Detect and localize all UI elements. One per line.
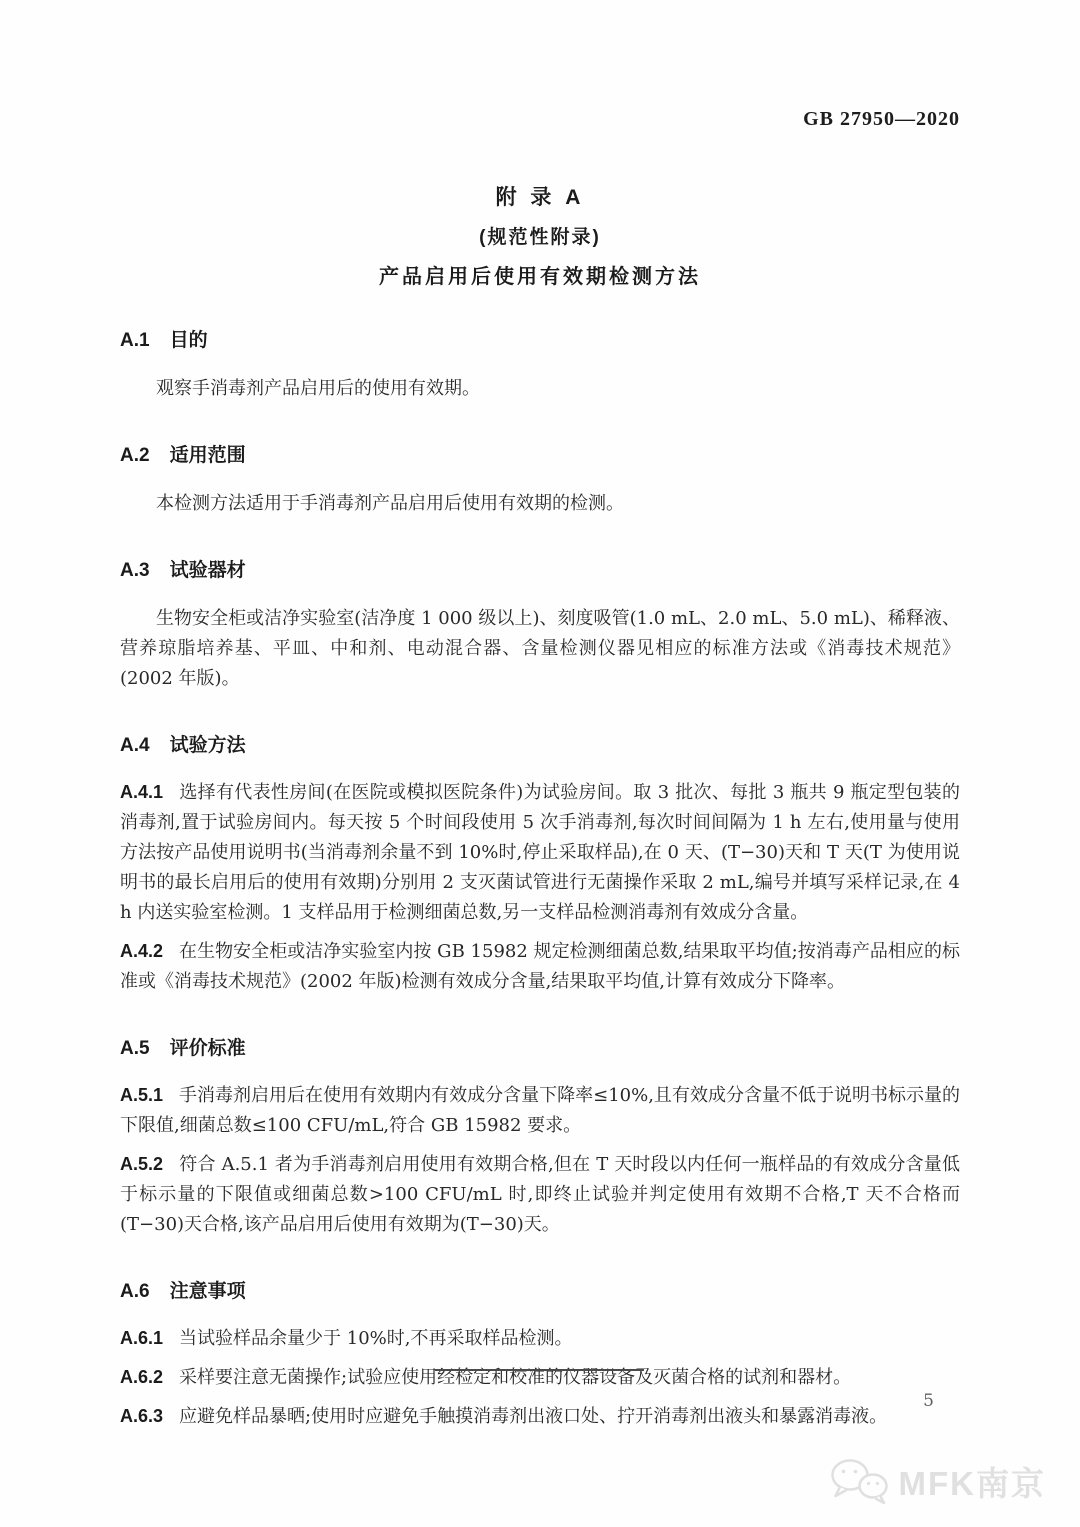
clause-text: 在生物安全柜或洁净实验室内按 GB 15982 规定检测细菌总数,结果取平均值;按消毒产品相应的标准或《消毒技术规范》(2002 年版)检测有效成分含量,结果取平均值,计算有效成分下降率。 [120,941,960,992]
standard-number: GB 27950—2020 [803,108,960,130]
numbered-clause [120,1080,960,1141]
section-heading [120,555,960,582]
section-a6 [120,1276,960,1432]
wechat-bubbles-icon [829,1457,891,1505]
appendix-title: 附 录 A [495,186,585,209]
clause-number: A.6.3 [120,1406,164,1426]
clause-number: A.5.1 [120,1085,164,1105]
clause-text: 当试验样品余量少于 10%时,不再采取样品检测。 [179,1328,573,1349]
clause-number: A.5.2 [120,1154,164,1174]
section-heading [120,325,960,352]
clause-text: 符合 A.5.1 者为手消毒剂启用使用有效期合格,但在 T 天时段以内任何一瓶样品的有效成分含量低于标示量的下限值或细菌总数>100 CFU/mL 时,即终止试验并判定使用有效期不合格,T 天不合格而(T−30)天合格,该产品启用后使用有效期为(T−30)天。 [120,1154,960,1235]
watermark-text: MFK南京 [898,1464,1046,1502]
section-a3 [120,555,960,694]
section-a4 [120,730,960,997]
section-paragraph: 观察手消毒剂产品启用后的使用有效期。 [156,378,480,399]
section-id: A.2 [120,445,150,466]
section-paragraph: 生物安全柜或洁净实验室(洁净度 1 000 级以上)、刻度吸管(1.0 mL、2.0 mL、5.0 mL)、稀释液、营养琼脂培养基、平皿、中和剂、电动混合器、含量检测仪器见相应的标准方法或《消毒技术规范》(2002 年版)。 [120,608,960,689]
section-id: A.4 [120,735,150,756]
section-title: 试验方法 [169,735,246,756]
clause-text: 采样要注意无菌操作;试验应使用经检定和校准的仪器设备及灭菌合格的试剂和器材。 [179,1367,852,1388]
section-id: A.6 [120,1281,150,1302]
section-title: 试验器材 [169,560,246,581]
numbered-clause [120,1149,960,1240]
section-title: 评价标准 [169,1038,246,1059]
clause-text: 应避免样品暴晒;使用时应避免手触摸消毒剂出液口处、拧开消毒剂出液头和暴露消毒液。 [179,1406,888,1427]
end-of-text-divider [435,1369,644,1371]
clause-number: A.6.2 [120,1367,164,1387]
clause-number: A.4.1 [120,782,164,802]
section-a5 [120,1033,960,1240]
section-paragraph: 本检测方法适用于手消毒剂产品启用后使用有效期的检测。 [156,493,624,514]
clause-text: 手消毒剂启用后在使用有效期内有效成分含量下降率≤10%,且有效成分含量不低于说明书标示量的下限值,细菌总数≤100 CFU/mL,符合 GB 15982 要求。 [120,1085,960,1136]
section-id: A.3 [120,560,150,581]
clause-number: A.6.1 [120,1328,164,1348]
section-title: 目的 [169,330,208,351]
section-title: 注意事项 [169,1281,246,1302]
section-a2 [120,440,960,519]
numbered-clause [120,777,960,928]
page-number: 5 [923,1391,934,1411]
appendix-method-title: 产品启用后使用有效期检测方法 [379,266,701,288]
appendix-subtitle: (规范性附录) [479,227,601,248]
section-heading [120,440,960,467]
section-heading [120,1276,960,1303]
section-title: 适用范围 [169,445,246,466]
section-id: A.1 [120,330,150,351]
numbered-clause [120,936,960,997]
numbered-clause [120,1401,960,1432]
section-a1 [120,325,960,404]
section-id: A.5 [120,1038,150,1059]
section-heading [120,730,960,757]
clause-number: A.4.2 [120,941,164,961]
appendix-title-block [120,181,960,289]
watermark [829,1457,1046,1505]
clause-text: 选择有代表性房间(在医院或模拟医院条件)为试验房间。取 3 批次、每批 3 瓶共 9 瓶定型包装的消毒剂,置于试验房间内。每天按 5 个时间段使用 5 次手消毒剂,每次时间间隔为 1 h 左右,使用量与使用方法按产品使用说明书(当消毒剂余量不到 10%时,停止采取样品),在 0 天、(T−30)天和 T 天(T 为使用说明书的最长启用后的使用有效期)分别用 2 支灭菌试管进行无菌操作采取 2 mL,编号并填写采样记录,在 4 h 内送实验室检测。1 支样品用于检测细菌总数,另一支样品检测消毒剂有效成分含量。 [120,782,960,923]
numbered-clause [120,1362,960,1393]
numbered-clause [120,1323,960,1354]
section-heading [120,1033,960,1060]
